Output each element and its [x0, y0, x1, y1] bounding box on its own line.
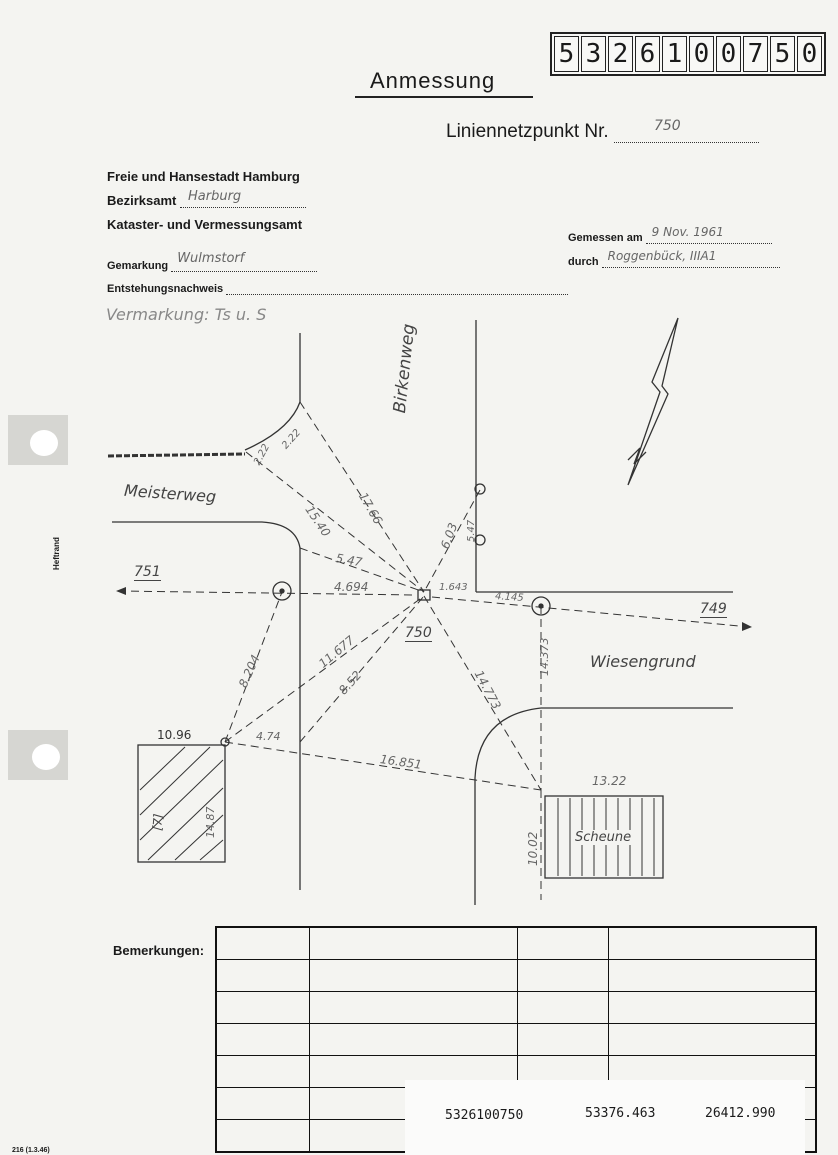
measure-14373: 14.373	[538, 637, 551, 676]
gemessen-label: Gemessen am	[568, 232, 643, 244]
durch-value: Roggenbück, IIIA1	[607, 249, 717, 263]
coordinate-y: 26412.990	[705, 1106, 776, 1121]
gemarkung-value: Wulmstorf	[177, 251, 245, 266]
measure-1643: 1.643	[439, 582, 468, 593]
table-row	[216, 927, 816, 960]
measure-1540: 15.40	[302, 503, 334, 540]
page-title: Anmessung	[370, 68, 496, 93]
liniennetzpunkt-label: Liniennetzpunkt Nr.	[446, 121, 609, 142]
arrow-749-icon	[742, 622, 752, 631]
id-digit: 5	[770, 36, 795, 72]
measure-14773: 14.773	[471, 668, 504, 712]
table-row	[216, 992, 816, 1024]
gemarkung-label: Gemarkung	[107, 260, 169, 272]
street-label-birkenweg: Birkenweg	[390, 322, 420, 415]
measure-1096: 10.96	[157, 728, 192, 742]
table-row	[216, 960, 816, 992]
point-label-751: 751	[134, 564, 161, 580]
form-number: 216 (1.3.46)	[12, 1147, 50, 1154]
measure-4145: 4.145	[494, 591, 524, 604]
measure-547b: 5.47	[334, 551, 364, 570]
parcel-label: [7]	[150, 813, 166, 832]
point-label-750: 750	[405, 625, 432, 641]
corner-curve	[475, 708, 541, 905]
coordinate-id: 5326100750	[445, 1108, 524, 1123]
measure-8204: 8.204	[236, 652, 263, 690]
measure-1766: 17.66	[355, 490, 386, 527]
measure-603: 6.03	[438, 520, 461, 551]
bezirksamt-value: Harburg	[188, 189, 242, 204]
measure-11677: 11.677	[316, 633, 358, 671]
measure-1322: 13.22	[592, 774, 627, 788]
measure-547a: 5.47	[466, 519, 477, 542]
measure-222b: 2.22	[280, 427, 304, 452]
authority-line-3: Kataster- und Vermessungsamt	[107, 217, 303, 232]
point-label-749: 749	[700, 601, 727, 617]
id-digit: 5	[554, 36, 579, 72]
coordinate-label	[405, 1080, 805, 1155]
measure-222a: 2.22	[252, 442, 273, 468]
meisterweg-top-line	[108, 454, 245, 456]
vermarkung-note: Vermarkung: Ts u. S	[106, 305, 267, 324]
coordinate-x: 53376.463	[585, 1106, 656, 1121]
id-digit: 1	[662, 36, 687, 72]
table-row	[216, 1024, 816, 1056]
id-digit: 6	[635, 36, 660, 72]
measure-1487: 14.87	[204, 806, 217, 838]
arrow-751-icon	[116, 587, 126, 595]
entstehungsnachweis-label: Entstehungsnachweis	[107, 283, 224, 295]
bemerkungen-label: Bemerkungen:	[113, 943, 205, 958]
id-digit: 2	[608, 36, 633, 72]
heftrand-label: Heftrand	[52, 537, 61, 570]
liniennetzpunkt-value: 750	[653, 118, 681, 134]
durch-label: durch	[568, 256, 599, 268]
measure-16851: 16.851	[379, 752, 423, 772]
authority-line-1: Freie und Hansestadt Hamburg	[107, 169, 300, 184]
parcel-7-hatching	[140, 747, 223, 860]
gemessen-value: 9 Nov. 1961	[651, 225, 724, 239]
bezirksamt-label: Bezirksamt	[107, 193, 177, 208]
id-digit: 0	[689, 36, 714, 72]
measure-474: 4.74	[256, 730, 281, 743]
id-digit: 0	[797, 36, 822, 72]
id-digit: 0	[716, 36, 741, 72]
measure-852: 8.52	[336, 668, 365, 698]
parcel-7	[138, 745, 225, 862]
id-digit: 3	[581, 36, 606, 72]
id-digit: 7	[743, 36, 768, 72]
building-label-scheune: Scheune	[575, 830, 632, 845]
meisterweg-corner	[262, 522, 300, 548]
street-label-wiesengrund: Wiesengrund	[590, 652, 696, 671]
street-label-meisterweg: Meisterweg	[123, 480, 217, 507]
measure-4694: 4.694	[334, 580, 369, 594]
measure-1002: 10.02	[526, 831, 540, 866]
